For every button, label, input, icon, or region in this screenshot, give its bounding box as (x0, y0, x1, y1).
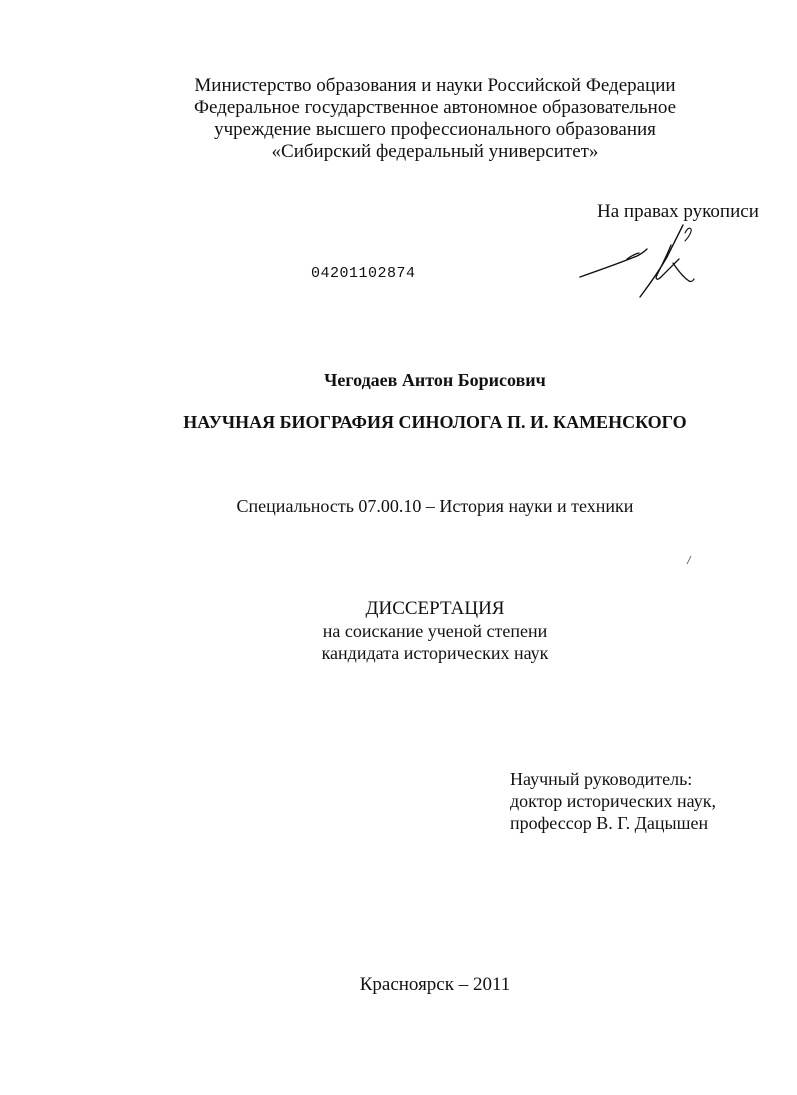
institution-header (0, 75, 797, 163)
manuscript-rights-note: На правах рукописи (597, 201, 759, 222)
degree-name-line: кандидата исторических наук (321, 643, 549, 663)
dissertation-heading: ДИССЕРТАЦИЯ (365, 598, 505, 619)
supervisor-name: профессор В. Г. Дацышен (510, 813, 709, 833)
specialty-line: Специальность 07.00.10 – История науки и техники (236, 496, 634, 516)
supervisor-label: Научный руководитель: (510, 769, 693, 789)
supervisor-block (510, 768, 716, 834)
handwritten-signature (575, 215, 705, 300)
author-name: Чегодаев Антон Борисович (324, 370, 546, 390)
scan-mark (686, 555, 692, 565)
institution-type-line: Федеральное государственное автономное образовательное (193, 97, 677, 118)
city-year: Красноярск – 2011 (359, 974, 511, 995)
dissertation-title: НАУЧНАЯ БИОГРАФИЯ СИНОЛОГА П. И. КАМЕНСКОГО (183, 412, 687, 432)
institution-level-line: учреждение высшего профессионального образования (214, 119, 656, 140)
ministry-line: Министерство образования и науки Российской Федерации (194, 75, 676, 96)
university-name: «Сибирский федеральный университет» (271, 141, 599, 162)
supervisor-degree: доктор исторических наук, (510, 791, 716, 811)
registration-number: 04201102874 (311, 265, 416, 282)
dissertation-block (0, 598, 797, 664)
degree-purpose-line: на соискание ученой степени (322, 621, 548, 641)
